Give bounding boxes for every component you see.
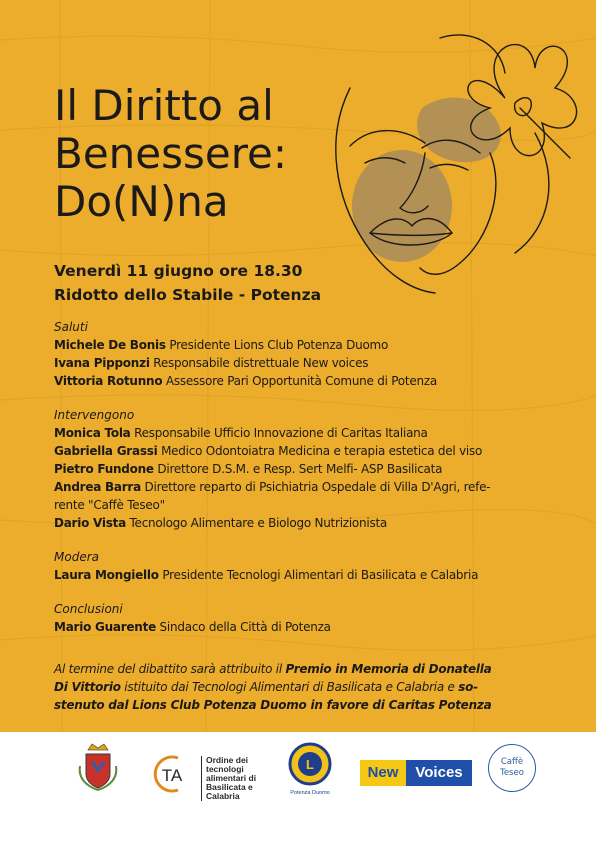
speaker-name: Ivana Pipponzi <box>54 356 150 370</box>
ta-logo-icon <box>150 754 196 794</box>
title-line-2: Benessere: <box>54 129 288 178</box>
caffe-text: Caffè <box>500 757 524 767</box>
lions-letter: L <box>306 757 314 772</box>
ta-letters: TA <box>161 766 183 785</box>
section-label: Intervengono <box>54 408 135 422</box>
speaker-name: Pietro Fundone <box>54 462 154 476</box>
speaker-line <box>54 478 554 496</box>
title-line-3: Do(N)na <box>54 177 229 226</box>
closing-bold: stenuto dal Lions Club Potenza Duomo in favore di Caritas Potenza <box>54 698 492 712</box>
ta-text-line: tecnologi <box>206 764 244 774</box>
speaker-name: Laura Mongiello <box>54 568 159 582</box>
event-info <box>54 259 321 307</box>
comune-crest-logo <box>76 740 120 792</box>
face-flower-illustration <box>330 28 580 298</box>
speaker-role-continuation: rente "Caffè Teseo" <box>54 498 165 512</box>
ta-logo-text <box>201 756 256 801</box>
section-intervengono <box>54 406 554 532</box>
speaker-name: Gabriella Grassi <box>54 444 158 458</box>
speaker-name: Dario Vista <box>54 516 126 530</box>
section-label: Modera <box>54 550 99 564</box>
prize-name-end: Di Vittorio <box>54 680 121 694</box>
speaker-role: Responsabile Ufficio Innovazione di Caritas Italiana <box>134 426 428 440</box>
poster-title <box>54 82 287 226</box>
speaker-line <box>54 442 554 460</box>
speaker-line <box>54 514 554 532</box>
speaker-line <box>54 424 554 442</box>
closing-line-3 <box>54 696 549 714</box>
closing-text: Al termine del dibattito sarà attribuito il <box>54 662 286 676</box>
speaker-role: Medico Odontoiatra Medicina e terapia estetica del viso <box>161 444 483 458</box>
section-label: Conclusioni <box>54 602 123 616</box>
speaker-line <box>54 336 554 354</box>
title-line-1: Il Diritto al <box>54 81 274 130</box>
section-saluti <box>54 318 554 390</box>
lions-club-logo <box>285 740 335 798</box>
ta-text-line: Basilicata e <box>206 782 253 792</box>
event-date: Venerdì 11 giugno ore 18.30 <box>54 262 303 280</box>
speaker-role: Direttore reparto di Psichiatria Ospedale di Villa D'Agri, refe- <box>144 480 491 494</box>
ta-text-line: alimentari di <box>206 773 257 783</box>
lions-caption: Potenza Duomo <box>290 790 330 796</box>
speaker-role: Presidente Tecnologi Alimentari di Basilicata e Calabria <box>162 568 479 582</box>
ta-text-line: Calabria <box>206 791 240 801</box>
closing-line-1 <box>54 660 549 678</box>
closing-bold: so- <box>458 680 478 694</box>
closing-note <box>54 660 549 714</box>
speaker-role: Presidente Lions Club Potenza Duomo <box>169 338 389 352</box>
closing-line-2 <box>54 678 549 696</box>
speaker-line <box>54 566 554 584</box>
speaker-name: Vittoria Rotunno <box>54 374 163 388</box>
speaker-line <box>54 618 554 636</box>
speaker-line <box>54 372 554 390</box>
speaker-line <box>54 460 554 478</box>
speaker-role: Sindaco della Città di Potenza <box>159 620 331 634</box>
sponsor-footer <box>0 732 596 842</box>
new-voices-new: New <box>360 760 406 786</box>
section-modera <box>54 548 554 584</box>
caffe-teseo-logo <box>488 744 536 792</box>
program <box>54 318 554 646</box>
speaker-role: Responsabile distrettuale New voices <box>153 356 369 370</box>
closing-text: istituito dai Tecnologi Alimentari di Basilicata e Calabria e <box>120 680 459 694</box>
section-label: Saluti <box>54 320 88 334</box>
section-conclusioni <box>54 600 554 636</box>
speaker-name: Andrea Barra <box>54 480 141 494</box>
event-venue: Ridotto dello Stabile - Potenza <box>54 286 322 304</box>
teseo-text: Teseo <box>500 768 524 778</box>
speaker-name: Michele De Bonis <box>54 338 166 352</box>
speaker-name: Monica Tola <box>54 426 131 440</box>
prize-name: Premio in Memoria di Donatella <box>285 662 492 676</box>
new-voices-logo <box>360 760 472 786</box>
speaker-name: Mario Guarente <box>54 620 156 634</box>
new-voices-voices: Voices <box>406 760 472 786</box>
ta-text-line: Ordine dei <box>206 755 249 765</box>
speaker-role: Assessore Pari Opportunità Comune di Potenza <box>165 374 437 388</box>
speaker-role: Tecnologo Alimentare e Biologo Nutrizionista <box>129 516 387 530</box>
speaker-line <box>54 354 554 372</box>
speaker-role: Direttore D.S.M. e Resp. Sert Melfi- ASP Basilicata <box>157 462 443 476</box>
